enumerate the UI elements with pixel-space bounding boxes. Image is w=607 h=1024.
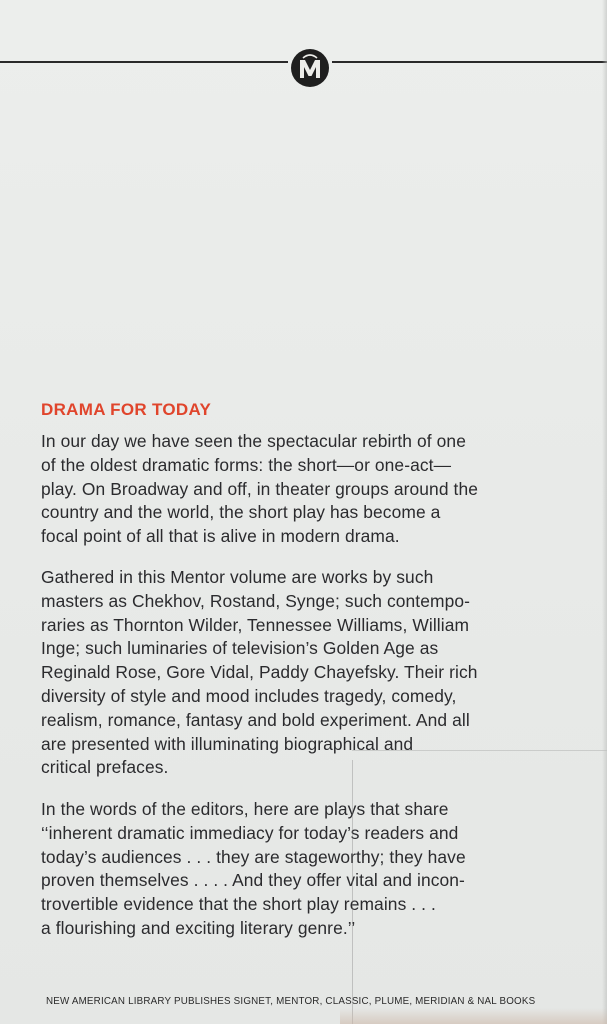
- text-line: In the words of the editors, here are plays that share: [41, 799, 449, 819]
- worn-corner: [340, 1008, 607, 1024]
- text-line: Inge; such luminaries of television’s Golden Age as: [41, 638, 439, 659]
- crease-line: [352, 760, 353, 1024]
- crease-line: [352, 750, 607, 751]
- text-line: today’s audiences . . . they are stageworthy; they have: [41, 846, 466, 867]
- text-line: country and the world, the short play has become a: [41, 502, 441, 523]
- text-line: Gathered in this Mentor volume are works by such: [41, 567, 434, 587]
- mentor-m-logo: [288, 46, 332, 90]
- text-line: realism, romance, fantasy and bold experiment. And all: [41, 709, 470, 730]
- top-rule-left: [0, 61, 288, 63]
- text-line: trovertible evidence that the short play remains . . .: [41, 894, 436, 915]
- text-line: are presented with illuminating biographical and: [41, 733, 414, 754]
- blurb-paragraph-2: [41, 566, 581, 780]
- text-line: a flourishing and exciting literary genre.’’: [41, 917, 356, 938]
- text-line: masters as Chekhov, Rostand, Synge; such contempo-: [41, 590, 471, 611]
- text-line: diversity of style and mood includes tragedy, comedy,: [41, 685, 457, 706]
- text-line: In our day we have seen the spectacular rebirth of one: [41, 431, 466, 451]
- publisher-footer: NEW AMERICAN LIBRARY PUBLISHES SIGNET, MENTOR, CLASSIC, PLUME, MERIDIAN & NAL BOOKS: [46, 996, 536, 1007]
- text-line: ‘‘inherent dramatic immediacy for today’s readers and: [41, 822, 459, 843]
- blurb-heading: DRAMA FOR TODAY: [41, 400, 212, 419]
- blurb-paragraph-1: [41, 430, 581, 549]
- text-line: play. On Broadway and off, in theater groups around the: [41, 478, 479, 499]
- text-line: proven themselves . . . . And they offer vital and incon-: [41, 870, 465, 891]
- text-line: of the oldest dramatic forms: the short—or one-act—: [41, 454, 452, 475]
- text-line: Reginald Rose, Gore Vidal, Paddy Chayefsky. Their rich: [41, 662, 478, 683]
- cover-edge: [602, 0, 607, 1024]
- blurb-paragraph-3: [41, 798, 581, 941]
- top-rule-right: [332, 61, 607, 63]
- text-line: critical prefaces.: [41, 757, 169, 778]
- text-line: focal point of all that is alive in modern drama.: [41, 526, 400, 547]
- text-line: raries as Thornton Wilder, Tennessee Williams, William: [41, 614, 470, 635]
